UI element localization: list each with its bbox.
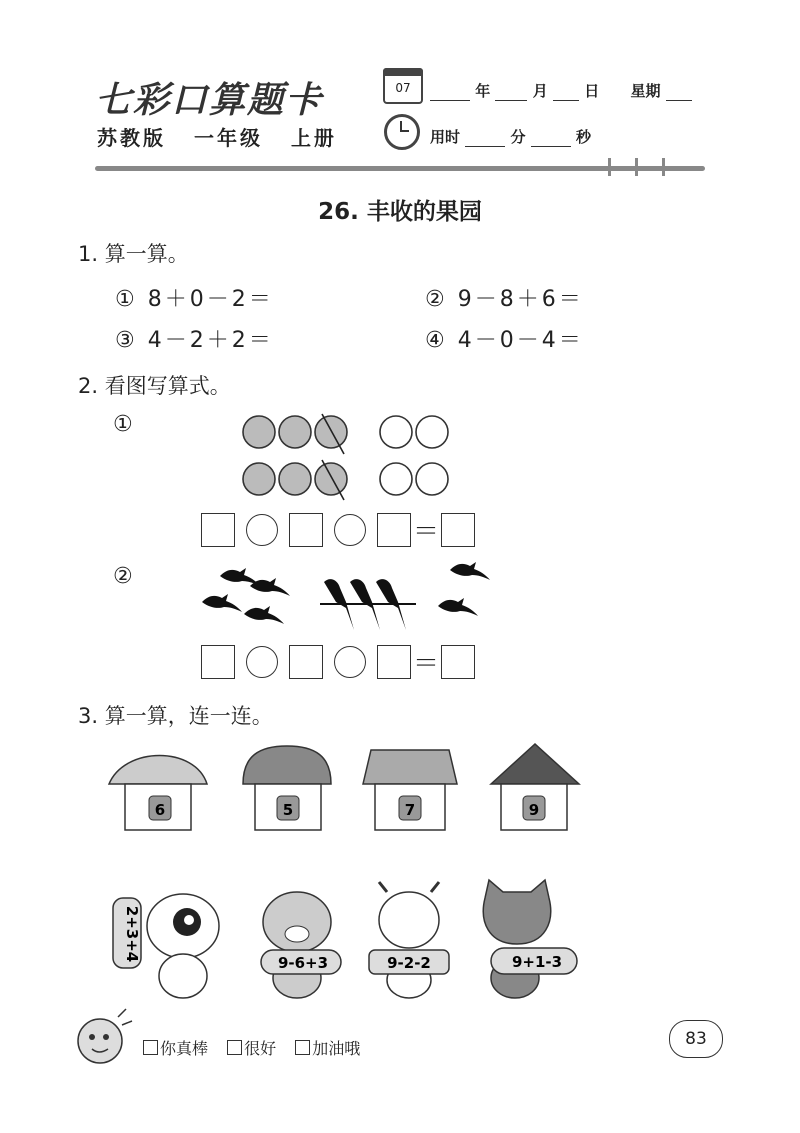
- edition-line: [97, 122, 355, 151]
- perched-birds: [320, 579, 416, 630]
- month-label: 月: [532, 82, 548, 100]
- house-1: [109, 756, 207, 831]
- dog-character: [113, 894, 219, 998]
- house-number: 6: [154, 801, 166, 819]
- feedback-great[interactable]: 你真棒: [143, 1039, 208, 1058]
- circle-row-2: [243, 460, 448, 500]
- date-line: [430, 80, 692, 101]
- gray-circle: [315, 463, 347, 495]
- feedback-row: [143, 1036, 374, 1059]
- house-number: 9: [528, 801, 540, 819]
- page-number: 83: [669, 1020, 723, 1058]
- house-number: 5: [282, 801, 294, 819]
- q1-item: ③ 4－2＋2＝: [115, 328, 274, 353]
- edition-volume: 上册: [290, 126, 337, 150]
- answer-box[interactable]: [201, 645, 235, 679]
- checkbox-icon[interactable]: [295, 1040, 310, 1055]
- weekday-label: 星期: [630, 82, 661, 100]
- answer-row-2: [201, 643, 475, 680]
- cat-character: [483, 880, 577, 998]
- key-expression: 9-2-2: [387, 954, 431, 972]
- q1-item: ① 8＋0－2＝: [115, 287, 274, 312]
- house-4: [491, 744, 579, 830]
- weekday-blank[interactable]: [666, 86, 692, 101]
- rule-tick: [662, 158, 665, 176]
- minute-label: 分: [510, 128, 526, 146]
- answer-box[interactable]: [377, 645, 411, 679]
- rule-tick: [635, 158, 638, 176]
- white-circle: [416, 463, 448, 495]
- birds-picture: [198, 558, 498, 638]
- checkbox-icon[interactable]: [227, 1040, 242, 1055]
- q1-item: ④ 4－0－4＝: [425, 328, 584, 353]
- bird-icon: [244, 606, 284, 624]
- house-2: [243, 746, 331, 830]
- header-rule: [95, 166, 705, 171]
- year-label: 年: [475, 82, 491, 100]
- bird-icon: [438, 598, 478, 616]
- white-circle: [380, 463, 412, 495]
- rule-tick: [608, 158, 611, 176]
- operator-circle[interactable]: [246, 646, 278, 678]
- lesson-title: 26. 丰收的果园: [318, 199, 482, 225]
- animals-picture: [105, 878, 585, 1000]
- second-blank[interactable]: [531, 132, 571, 147]
- bird-icon: [202, 594, 242, 612]
- key-expression: 9+1-3: [511, 953, 563, 971]
- calendar-icon: [383, 68, 423, 104]
- brand-title: 七彩口算题卡: [95, 79, 324, 121]
- answer-box[interactable]: [441, 645, 475, 679]
- equals-sign: ＝: [413, 517, 440, 547]
- flying-birds-left: [202, 568, 290, 624]
- q2-label: 2. 看图写算式。: [78, 374, 231, 398]
- houses-picture: [105, 740, 585, 835]
- key-expression: 9-6+3: [277, 954, 329, 972]
- circle-row-1: [243, 414, 448, 454]
- q1-item: ② 9－8＋6＝: [425, 287, 584, 312]
- gray-circle: [243, 463, 275, 495]
- equals-sign: ＝: [413, 649, 440, 679]
- gray-circle: [243, 416, 275, 448]
- answer-row-1: [201, 511, 475, 548]
- pig-character: [261, 892, 341, 998]
- answer-box[interactable]: [201, 513, 235, 547]
- q1-label: 1. 算一算。: [78, 242, 189, 266]
- white-circle: [416, 416, 448, 448]
- edition-publisher: 苏教版: [97, 126, 166, 150]
- edition-grade: 一年级: [193, 126, 263, 150]
- house-number: 7: [404, 801, 416, 819]
- day-label: 日: [584, 82, 600, 100]
- time-line: [430, 126, 591, 147]
- year-blank[interactable]: [430, 86, 470, 101]
- circles-picture: [240, 412, 460, 502]
- time-label: 用时: [430, 128, 461, 146]
- q3-label: 3. 算一算，连一连。: [78, 704, 273, 728]
- calendar-number: 07: [395, 81, 411, 95]
- operator-circle[interactable]: [334, 646, 366, 678]
- checkbox-icon[interactable]: [143, 1040, 158, 1055]
- operator-circle[interactable]: [334, 514, 366, 546]
- answer-box[interactable]: [289, 645, 323, 679]
- day-blank[interactable]: [553, 86, 579, 101]
- clock-icon: [384, 114, 420, 150]
- q2-part1-marker: ①: [113, 412, 133, 437]
- minute-blank[interactable]: [465, 132, 505, 147]
- bird-icon: [250, 578, 290, 596]
- feedback-good[interactable]: 很好: [227, 1039, 276, 1058]
- key-expression: 2+3+4: [123, 905, 141, 963]
- answer-box[interactable]: [377, 513, 411, 547]
- goat-character: [369, 882, 449, 998]
- second-label: 秒: [575, 128, 591, 146]
- mascot-icon: [70, 1005, 136, 1073]
- feedback-keep-going[interactable]: 加油哦: [295, 1039, 360, 1058]
- gray-circle: [279, 416, 311, 448]
- answer-box[interactable]: [441, 513, 475, 547]
- gray-circle: [279, 463, 311, 495]
- bird-icon: [450, 562, 490, 580]
- answer-box[interactable]: [289, 513, 323, 547]
- operator-circle[interactable]: [246, 514, 278, 546]
- q2-part2-marker: ②: [113, 564, 133, 589]
- month-blank[interactable]: [495, 86, 527, 101]
- flying-birds-right: [438, 562, 490, 616]
- house-3: [363, 750, 457, 830]
- white-circle: [380, 416, 412, 448]
